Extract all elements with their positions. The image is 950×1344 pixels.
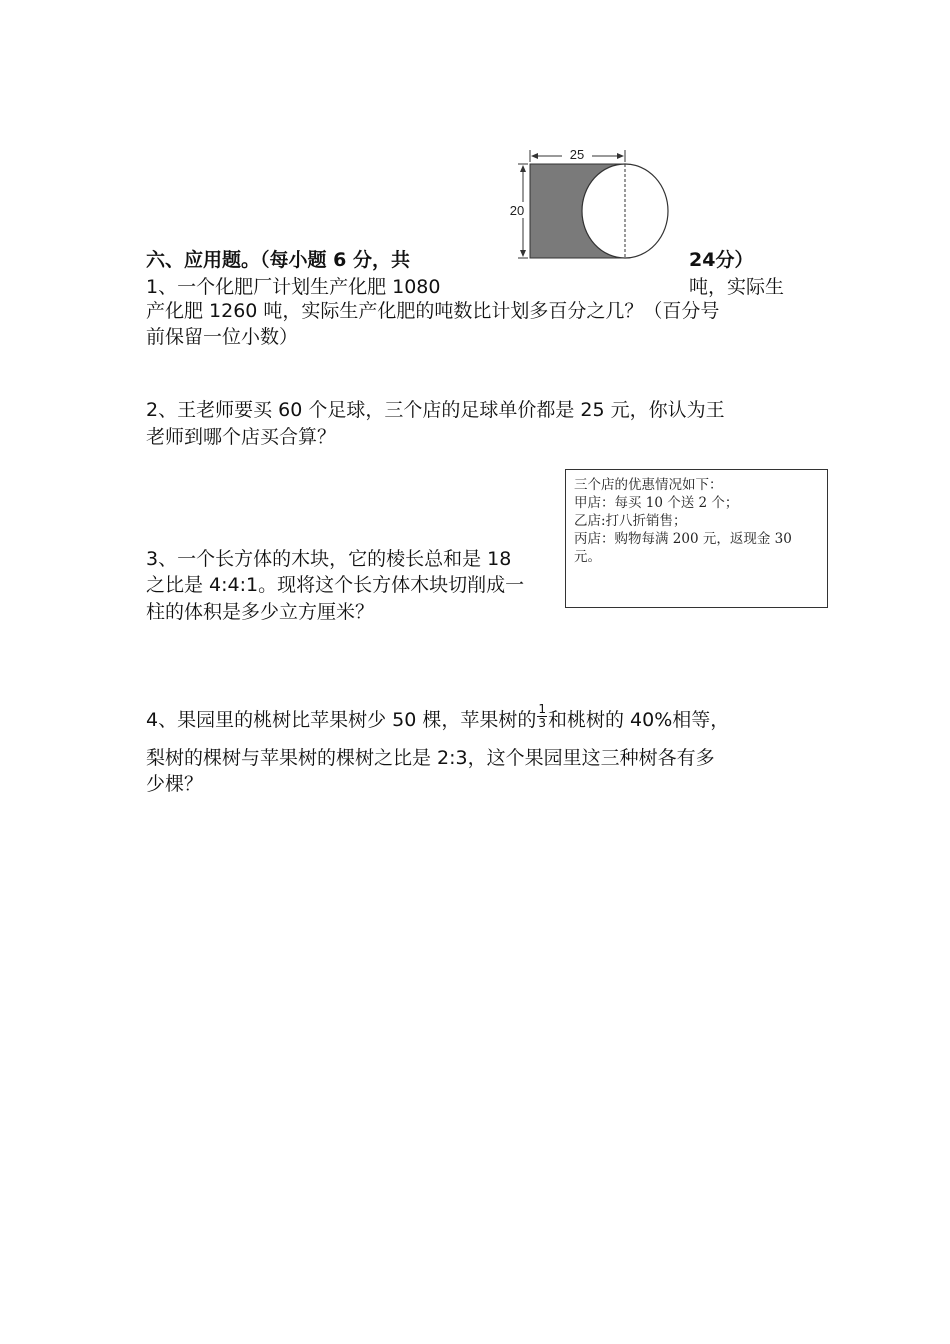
q3-line1: 3、一个长方体的木块，它的棱长总和是 18	[146, 548, 512, 570]
q1-line1: 1、一个化肥厂计划生产化肥 1080	[146, 276, 441, 298]
q3-line2: 之比是 4:4:1。现将这个长方体木块切削成一	[146, 574, 525, 596]
section-title: 六、应用题。（每小题 6 分，共	[146, 249, 410, 271]
height-label: 20	[509, 203, 525, 218]
promo-heading: 三个店的优惠情况如下：	[574, 477, 723, 493]
q4-line1-end: 和桃树的 40%相等，	[548, 709, 730, 731]
promo-store-b: 乙店:打八折销售；	[574, 513, 687, 529]
q4-line1-start: 4、果园里的桃树比苹果树少 50 棵，苹果树的	[146, 709, 537, 731]
q1-line2: 产化肥 1260 吨，实际生产化肥的吨数比计划多百分之几？（百分号	[146, 300, 720, 322]
q3-line3: 柱的体积是多少立方厘米？	[146, 601, 375, 623]
one-third-fraction	[537, 703, 547, 730]
section-title-score: 24分）	[689, 249, 754, 271]
q1-line1-end: 吨，实际生	[689, 276, 785, 298]
q2-line1: 2、王老师要买 60 个足球，三个店的足球单价都是 25 元，你认为王	[146, 399, 725, 421]
q4-line2: 梨树的棵树与苹果树的棵树之比是 2:3，这个果园里这三种树各有多	[146, 747, 715, 769]
q1-line3: 前保留一位小数）	[146, 326, 299, 348]
q4-line3: 少棵？	[146, 773, 204, 795]
fraction-denominator: 3	[538, 716, 546, 730]
fraction-numerator: 1	[538, 702, 546, 716]
promotion-box	[565, 469, 828, 608]
promo-store-a: 甲店：每买 10 个送 2 个；	[574, 495, 739, 511]
width-label: 25	[569, 147, 585, 162]
geometry-figure	[500, 146, 680, 270]
q4-line1	[146, 702, 730, 734]
rectangle-circle-diagram	[500, 146, 680, 266]
promo-store-c: 丙店：购物每满 200 元，返现金 30 元。	[574, 531, 792, 565]
q2-line2: 老师到哪个店买合算？	[146, 426, 337, 448]
